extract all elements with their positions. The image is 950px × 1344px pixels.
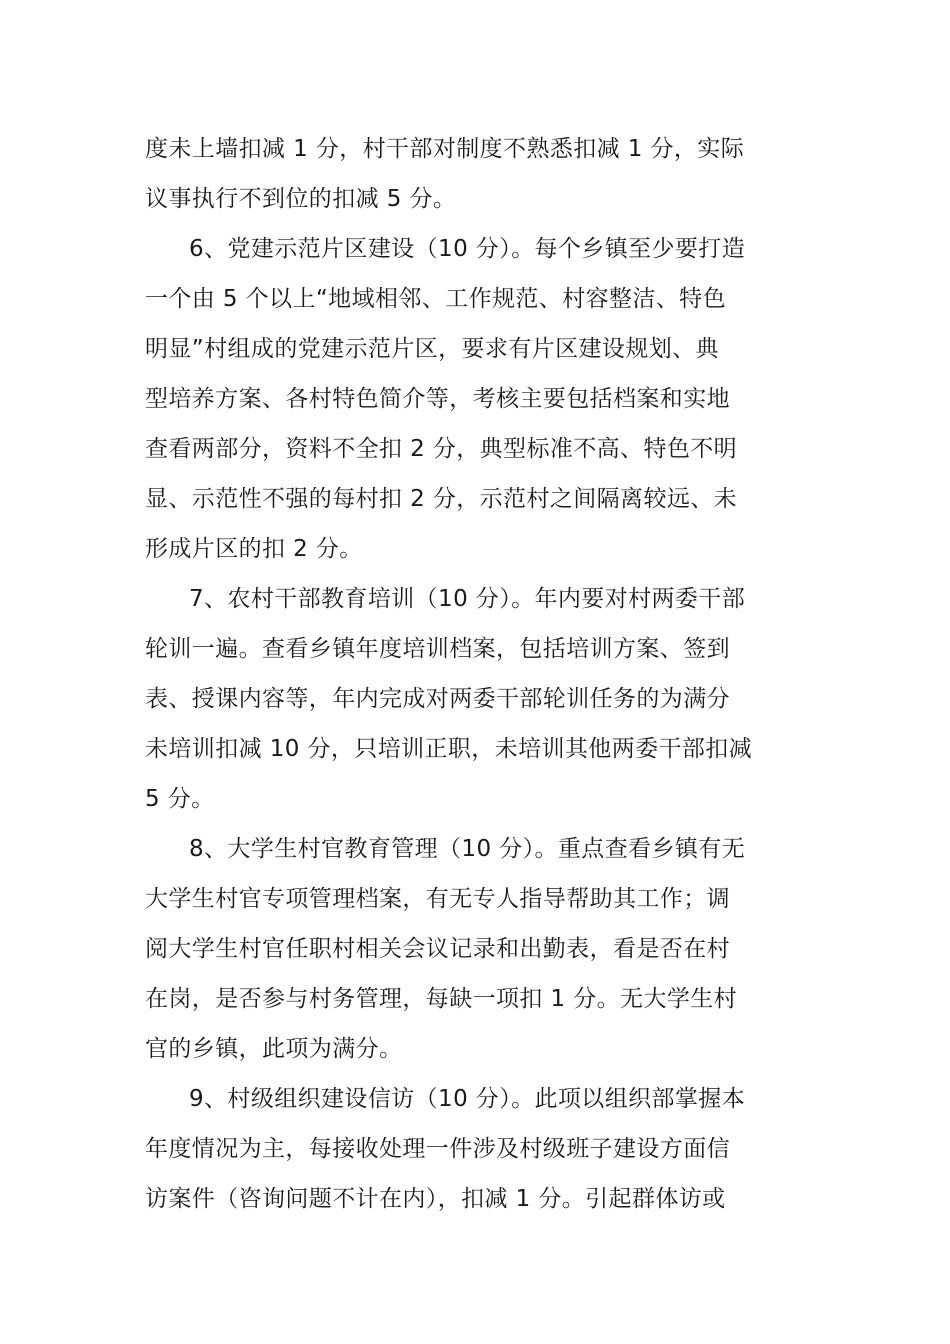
section-heading-7: 7、农村干部教育培训（10 分）。年内要对村两委干部 <box>189 586 746 612</box>
text-line: 访案件（咨询问题不计在内），扣减 1 分。引起群体访或 <box>145 1186 726 1212</box>
text-line: 大学生村官专项管理档案，有无专人指导帮助其工作；调 <box>145 886 730 912</box>
text-line: 阅大学生村官任职村相关会议记录和出勤表，看是否在村 <box>145 936 730 962</box>
text-line: 轮训一遍。查看乡镇年度培训档案，包括培训方案、签到 <box>145 636 730 662</box>
text-line: 型培养方案、各村特色简介等，考核主要包括档案和实地 <box>145 386 730 412</box>
section-heading-9: 9、村级组织建设信访（10 分）。此项以组织部掌握本 <box>189 1086 746 1112</box>
text-line: 表、授课内容等，年内完成对两委干部轮训任务的为满分 <box>145 686 730 712</box>
text-line: 形成片区的扣 2 分。 <box>145 536 363 562</box>
text-line: 明显”村组成的党建示范片区，要求有片区建设规划、典 <box>145 336 719 362</box>
section-heading-8: 8、大学生村官教育管理（10 分）。重点查看乡镇有无 <box>189 836 746 862</box>
text-line: 未培训扣减 10 分，只培训正职，未培训其他两委干部扣减 <box>145 736 753 762</box>
text-line: 查看两部分，资料不全扣 2 分，典型标准不高、特色不明 <box>145 436 738 462</box>
text-line: 议事执行不到位的扣减 5 分。 <box>145 186 457 212</box>
text-line: 一个由 5 个以上“地域相邻、工作规范、村容整洁、特色 <box>145 286 726 312</box>
text-line: 度未上墙扣减 1 分，村干部对制度不熟悉扣减 1 分，实际 <box>145 136 745 162</box>
text-line: 显、示范性不强的每村扣 2 分，示范村之间隔离较远、未 <box>145 486 738 512</box>
section-heading-6: 6、党建示范片区建设（10 分）。每个乡镇至少要打造 <box>189 236 746 262</box>
text-line: 在岗，是否参与村务管理，每缺一项扣 1 分。无大学生村 <box>145 986 738 1012</box>
text-line: 5 分。 <box>145 786 215 812</box>
text-line: 官的乡镇，此项为满分。 <box>145 1036 403 1062</box>
document-body <box>145 124 810 1224</box>
text-line: 年度情况为主，每接收处理一件涉及村级班子建设方面信 <box>145 1136 730 1162</box>
